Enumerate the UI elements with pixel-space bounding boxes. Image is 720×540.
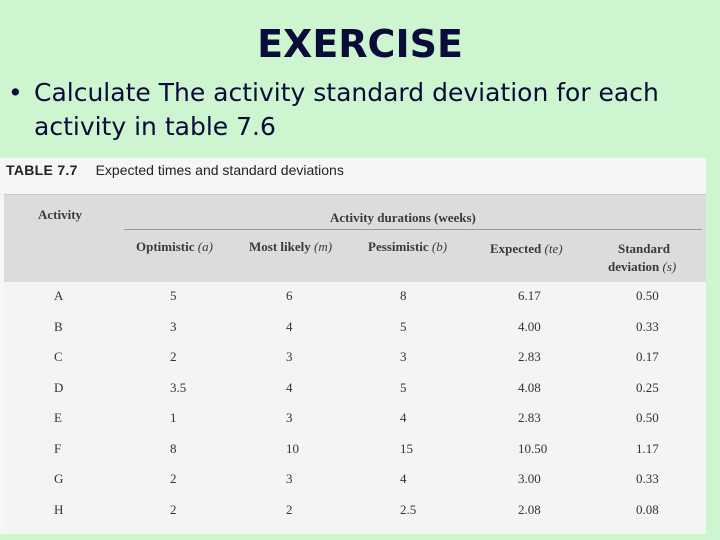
cell-std-deviation: 0.33 <box>636 318 659 334</box>
table-row <box>0 349 706 379</box>
cell-most-likely: 4 <box>286 379 293 395</box>
bullet-text: Calculate The activity standard deviation for each activity in table 7.6 <box>34 78 659 141</box>
cell-optimistic: 2 <box>170 471 177 486</box>
header-divider <box>124 229 702 230</box>
bullet-marker: • <box>8 78 23 107</box>
cell-most-likely: 6 <box>286 288 293 303</box>
cell-std-deviation: 0.17 <box>636 349 659 364</box>
cell-activity: H <box>54 501 64 517</box>
cell-activity: F <box>54 440 62 456</box>
table-row <box>0 288 706 318</box>
cell-std-deviation: 0.08 <box>636 501 659 517</box>
table-header <box>4 194 706 283</box>
cell-std-deviation: 1.17 <box>636 440 659 456</box>
cell-most-likely: 4 <box>286 318 293 334</box>
header-std-line2 <box>608 259 676 275</box>
cell-expected: 6.17 <box>518 288 541 303</box>
cell-optimistic: 3 <box>170 318 177 334</box>
header-optimistic <box>136 239 213 255</box>
header-expected <box>490 241 563 257</box>
cell-optimistic: 5 <box>170 288 177 303</box>
cell-expected: 2.83 <box>518 349 541 364</box>
cell-activity: C <box>54 349 63 364</box>
header-optimistic-symbol: (a) <box>197 239 213 254</box>
table-caption <box>6 162 344 178</box>
cell-std-deviation: 0.25 <box>636 379 659 395</box>
cell-activity: D <box>54 379 64 395</box>
header-pessimistic <box>368 239 447 255</box>
header-pessimistic-label: Pessimistic <box>368 239 429 254</box>
header-std-label: deviation <box>608 259 660 274</box>
table-photo <box>0 158 706 534</box>
cell-most-likely: 3 <box>286 410 293 425</box>
cell-pessimistic: 8 <box>400 288 407 303</box>
cell-optimistic: 3.5 <box>170 379 187 395</box>
cell-std-deviation: 0.50 <box>636 410 659 425</box>
header-most-likely-label: Most likely <box>249 239 311 254</box>
header-optimistic-label: Optimistic <box>136 239 195 254</box>
cell-pessimistic: 5 <box>400 379 407 395</box>
cell-std-deviation: 0.50 <box>636 288 659 303</box>
header-durations-group: Activity durations (weeks) <box>330 210 476 225</box>
cell-pessimistic: 5 <box>400 318 407 334</box>
header-std-line1: Standard <box>618 241 671 256</box>
cell-activity: G <box>54 471 64 486</box>
cell-activity: A <box>54 288 64 303</box>
slide-title <box>0 22 720 66</box>
cell-expected: 3.00 <box>518 471 541 486</box>
cell-expected: 4.08 <box>518 379 541 395</box>
header-most-likely-symbol: (m) <box>314 239 333 254</box>
table-row <box>0 471 706 501</box>
table-caption-text: Expected times and standard deviations <box>95 162 344 178</box>
cell-std-deviation: 0.33 <box>636 471 659 486</box>
header-most-likely <box>249 239 332 255</box>
cell-most-likely: 3 <box>286 471 293 486</box>
cell-pessimistic: 2.5 <box>400 501 417 517</box>
header-expected-symbol: (te) <box>544 241 563 256</box>
table-row <box>0 410 706 440</box>
cell-expected: 4.00 <box>518 318 541 334</box>
table-row <box>0 319 706 349</box>
cell-most-likely: 3 <box>286 349 293 364</box>
cell-most-likely: 2 <box>286 501 293 517</box>
cell-optimistic: 1 <box>170 410 177 425</box>
cell-optimistic: 2 <box>170 501 177 517</box>
header-pessimistic-symbol: (b) <box>431 239 448 254</box>
cell-optimistic: 2 <box>170 349 177 364</box>
table-label: TABLE 7.7 <box>6 162 78 178</box>
bullet-point <box>8 76 708 144</box>
header-std-symbol: (s) <box>662 259 677 274</box>
slide-title-text: EXERCISE <box>257 22 463 66</box>
header-activity: Activity <box>38 207 83 222</box>
cell-most-likely: 10 <box>286 440 299 456</box>
table-row <box>0 380 706 410</box>
cell-expected: 2.83 <box>518 410 541 425</box>
cell-pessimistic: 3 <box>400 349 407 364</box>
cell-pessimistic: 15 <box>400 440 413 456</box>
cell-expected: 2.08 <box>518 501 541 517</box>
cell-expected: 10.50 <box>518 440 548 456</box>
cell-activity: B <box>54 318 63 334</box>
cell-activity: E <box>54 410 62 425</box>
cell-optimistic: 8 <box>170 440 177 456</box>
header-expected-label: Expected <box>490 241 542 256</box>
cell-pessimistic: 4 <box>400 410 407 425</box>
table-row <box>0 502 706 532</box>
table-row <box>0 441 706 471</box>
cell-pessimistic: 4 <box>400 471 407 486</box>
